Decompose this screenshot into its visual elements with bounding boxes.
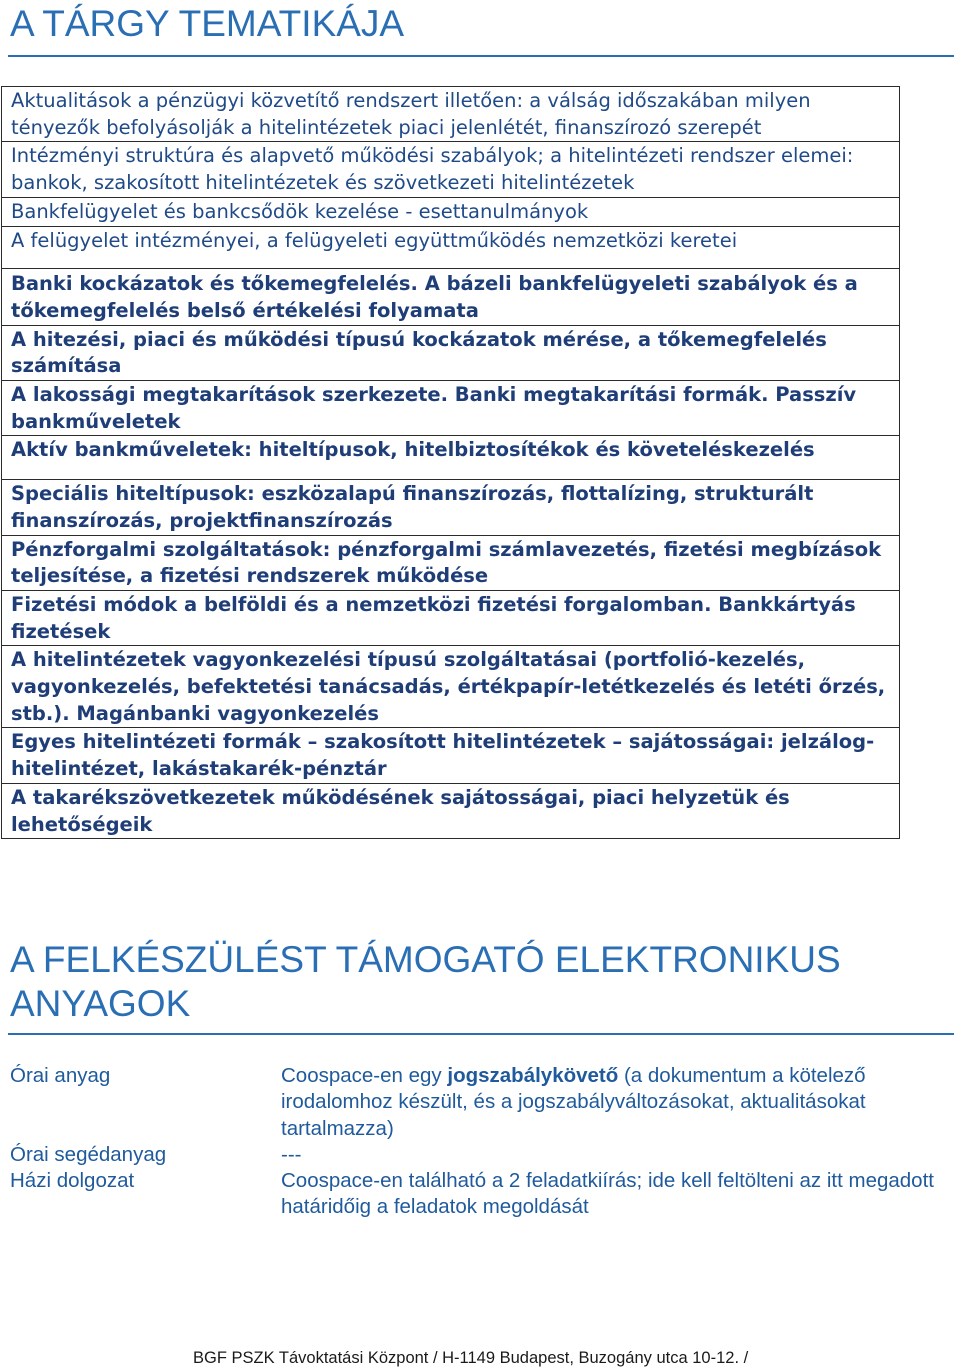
- topic-row: [1, 783, 900, 839]
- topic-row: [1, 325, 900, 380]
- topic-text: Bankfelügyelet és bankcsődök kezelése - esettanulmányok: [11, 199, 589, 223]
- topic-row: [1, 435, 900, 479]
- topic-text: A takarékszövetkezetek működésének sajátosságai, piaci helyzetük és lehetőségeik: [11, 785, 790, 836]
- topic-text: Aktív bankműveletek: hiteltípusok, hitelbiztosítékok és követeléskezelés: [11, 438, 815, 462]
- topic-row: [1, 141, 900, 196]
- topic-text: A lakossági megtakarítások szerkezete. Banki megtakarítási formák. Passzív bankműveletek: [11, 383, 857, 433]
- material-value: Coospace-en egy jogszabálykövető (a dokumentum a kötelező irodalomhoz készült, és a jogszabályváltozásokat, aktualitásokat tartalmazza): [281, 1064, 866, 1140]
- topic-text: Aktualitások a pénzügyi közvetítő rendszert illetően: a válság időszakában milyen tényezők befolyásolják a hitelintézetek piaci jelenlétét, finanszírozó szerepét: [11, 89, 811, 139]
- topic-row: [1, 268, 900, 324]
- topic-text: Banki kockázatok és tőkemegfelelés. A bázeli bankfelügyeleti szabályok és a tőkemegfelelés belső értékelési folyamata: [11, 272, 858, 322]
- topic-row: [1, 226, 900, 269]
- topic-text: Intézményi struktúra és alapvető működési szabályok; a hitelintézeti rendszer elemei: bankok, szakosított hitelintézetek és szövetkezeti hitelintézetek: [11, 144, 854, 195]
- section-title-materials: A FELKÉSZÜLÉST TÁMOGATÓ ELEKTRONIKUS ANYAGOK: [10, 939, 841, 1024]
- topic-row: [1, 86, 900, 141]
- material-label: Órai segédanyag: [10, 1142, 167, 1166]
- material-row: [10, 1168, 950, 1221]
- topic-text: A felügyelet intézményei, a felügyeleti együttműködés nemzetközi keretei: [11, 228, 738, 252]
- material-value: ---: [281, 1142, 302, 1166]
- jogszabalykoveto-emphasis: jogszabálykövető: [447, 1064, 619, 1087]
- material-label: Órai anyag: [10, 1064, 111, 1087]
- material-row: [10, 1063, 950, 1142]
- topic-row: [1, 535, 900, 590]
- section-title-tematika: A TÁRGY TEMATIKÁJA: [10, 3, 405, 44]
- material-row: [10, 1142, 950, 1168]
- materials-list: [10, 1063, 950, 1221]
- topic-row: [1, 645, 900, 727]
- section-title-rule: [8, 1033, 954, 1035]
- topic-row: [1, 197, 900, 226]
- topic-text: Pénzforgalmi szolgáltatások: pénzforgalmi számlavezetés, fizetési megbízások teljesítése, a fizetési rendszerek működése: [11, 537, 882, 588]
- material-label: Házi dolgozat: [10, 1169, 135, 1193]
- topic-row: [1, 727, 900, 782]
- topic-row: [1, 380, 900, 435]
- topic-text: A hitelintézetek vagyonkezelési típusú szolgáltatásai (portfolió-kezelés, vagyonkezelés, befektetési tanácsadás, értékpapír-letétkezelés és letéti őrzés, stb.). Magánbanki vagyonkezelés: [11, 648, 886, 725]
- topic-text: Egyes hitelintézeti formák – szakosított hitelintézetek – sajátosságai: jelzálog-hitelintézet, lakástakarék-pénztár: [11, 730, 875, 781]
- material-value: Coospace-en található a 2 feladatkiírás; ide kell feltölteni az itt megadott határidőig a feladatok megoldását: [281, 1169, 934, 1219]
- topic-row: [1, 590, 900, 645]
- page-footer: BGF PSZK Távoktatási Központ / H-1149 Budapest, Buzogány utca 10-12. /: [193, 1349, 749, 1367]
- topic-text: Speciális hiteltípusok: eszközalapú finanszírozás, flottalízing, strukturált finanszírozás, projektfinanszírozás: [11, 482, 814, 532]
- topic-text: A hitezési, piaci és működési típusú kockázatok mérése, a tőkemegfelelés számítása: [11, 327, 827, 378]
- section-title-rule: [8, 55, 954, 57]
- topic-row: [1, 479, 900, 534]
- topics-table: [1, 86, 900, 839]
- topic-text: Fizetési módok a belföldi és a nemzetközi fizetési forgalomban. Bankkártyás fizetések: [11, 592, 856, 643]
